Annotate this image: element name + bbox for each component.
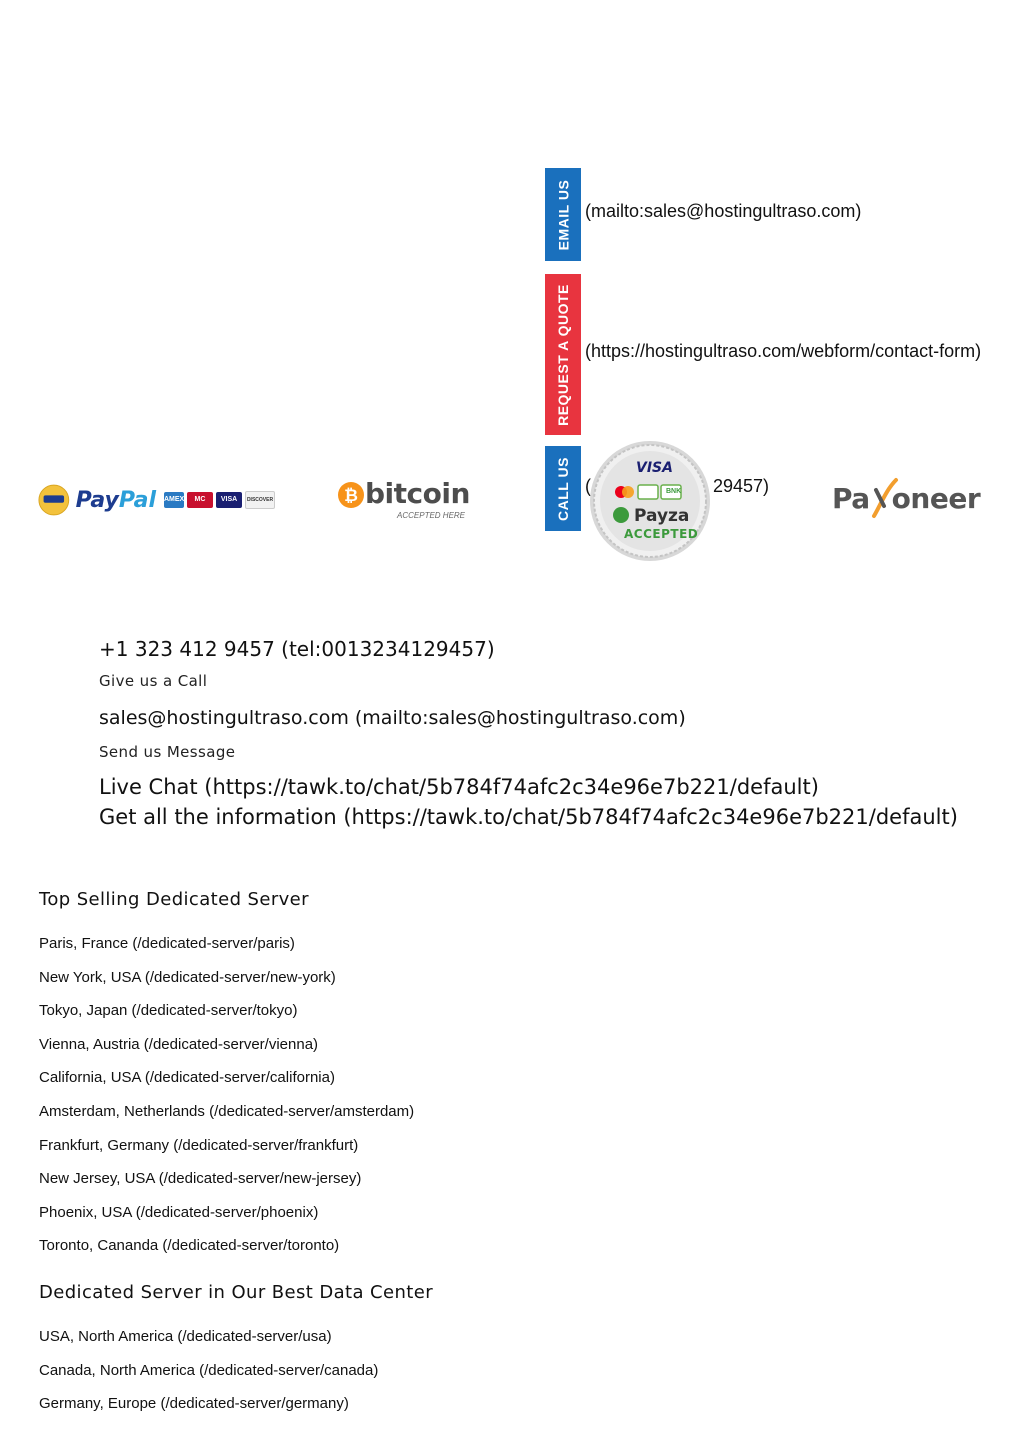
list-item[interactable]: Toronto, Cananda (/dedicated-server/toronto) [39, 1237, 340, 1255]
best-data-center-heading: Dedicated Server in Our Best Data Center [39, 1282, 434, 1303]
phone-caption: Give us a Call [99, 672, 208, 690]
call-us-tab[interactable] [545, 446, 581, 531]
email-caption: Send us Message [99, 743, 236, 761]
bitcoin-icon [337, 481, 365, 509]
chat-info-link[interactable]: Get all the information (https://tawk.to/chat/5b784f74afc2c34e96e7b221/default) [99, 805, 958, 829]
amex-card-icon: AMEX [164, 492, 184, 508]
list-item[interactable]: Germany, Europe (/dedicated-server/germany) [39, 1395, 349, 1413]
email-link[interactable]: sales@hostingultraso.com (mailto:sales@hostingultraso.com) [99, 707, 686, 729]
list-item[interactable]: New Jersey, USA (/dedicated-server/new-jersey) [39, 1170, 362, 1188]
list-item[interactable]: Amsterdam, Netherlands (/dedicated-server/amsterdam) [39, 1102, 415, 1120]
phone-link[interactable]: +1 323 412 9457 (tel:0013234129457) [99, 637, 495, 661]
email-us-tab-label: EMAIL US [555, 179, 572, 250]
call-us-link-end[interactable]: 29457) [713, 476, 770, 496]
request-quote-tab[interactable] [545, 274, 581, 435]
payoneer-wordmark: Pa oneer [832, 482, 981, 515]
payza-accepted: ACCEPTED [624, 527, 699, 541]
discover-card-icon: DISCOVER [245, 491, 275, 509]
top-selling-list [39, 935, 414, 1271]
payoneer-swoosh-icon [870, 476, 900, 522]
call-us-link-start[interactable]: ( [585, 476, 591, 496]
visa-card-icon: VISA [216, 492, 242, 508]
email-us-link[interactable]: (mailto:sales@hostingultraso.com) [585, 201, 862, 221]
payza-bnk-text: BNK [666, 488, 682, 495]
list-item[interactable]: Frankfurt, Germany (/dedicated-server/frankfurt) [39, 1136, 359, 1154]
list-item[interactable]: California, USA (/dedicated-server/california) [39, 1069, 335, 1087]
request-quote-link[interactable]: (https://hostingultraso.com/webform/contact-form) [585, 341, 982, 361]
paypal-wordmark: PayPal [75, 487, 156, 513]
payza-name: Payza [634, 506, 690, 526]
list-item[interactable]: USA, North America (/dedicated-server/usa) [39, 1328, 332, 1345]
call-us-tab-label: CALL US [555, 456, 572, 521]
list-item[interactable]: Paris, France (/dedicated-server/paris) [39, 935, 295, 952]
payza-visa-text: VISA [636, 460, 673, 476]
payza-seal [588, 440, 712, 562]
paypal-seal-icon [38, 483, 70, 517]
best-data-center-list [39, 1328, 378, 1429]
bitcoin-logo [337, 478, 477, 524]
request-quote-tab-label: REQUEST A QUOTE [555, 283, 571, 426]
list-item[interactable]: Canada, North America (/dedicated-server/canada) [39, 1361, 379, 1379]
paypal-logo [38, 482, 278, 518]
live-chat-link[interactable]: Live Chat (https://tawk.to/chat/5b784f74afc2c34e96e7b221/default) [99, 775, 819, 799]
email-us-tab[interactable] [545, 168, 581, 261]
list-item[interactable]: Tokyo, Japan (/dedicated-server/tokyo) [39, 1002, 298, 1020]
bitcoin-wordmark: bitcoin [365, 477, 470, 510]
list-item[interactable]: Phoenix, USA (/dedicated-server/phoenix) [39, 1203, 319, 1221]
list-item[interactable]: New York, USA (/dedicated-server/new-york) [39, 968, 336, 986]
payza-badge-icon [588, 440, 712, 562]
list-item[interactable]: Vienna, Austria (/dedicated-server/vienna) [39, 1035, 319, 1053]
svg-text:₿: ₿ [344, 486, 358, 506]
bitcoin-tagline: ACCEPTED HERE [397, 511, 466, 520]
mastercard-icon: MC [187, 492, 213, 508]
payoneer-logo [832, 478, 981, 524]
top-selling-heading: Top Selling Dedicated Server [39, 889, 309, 910]
